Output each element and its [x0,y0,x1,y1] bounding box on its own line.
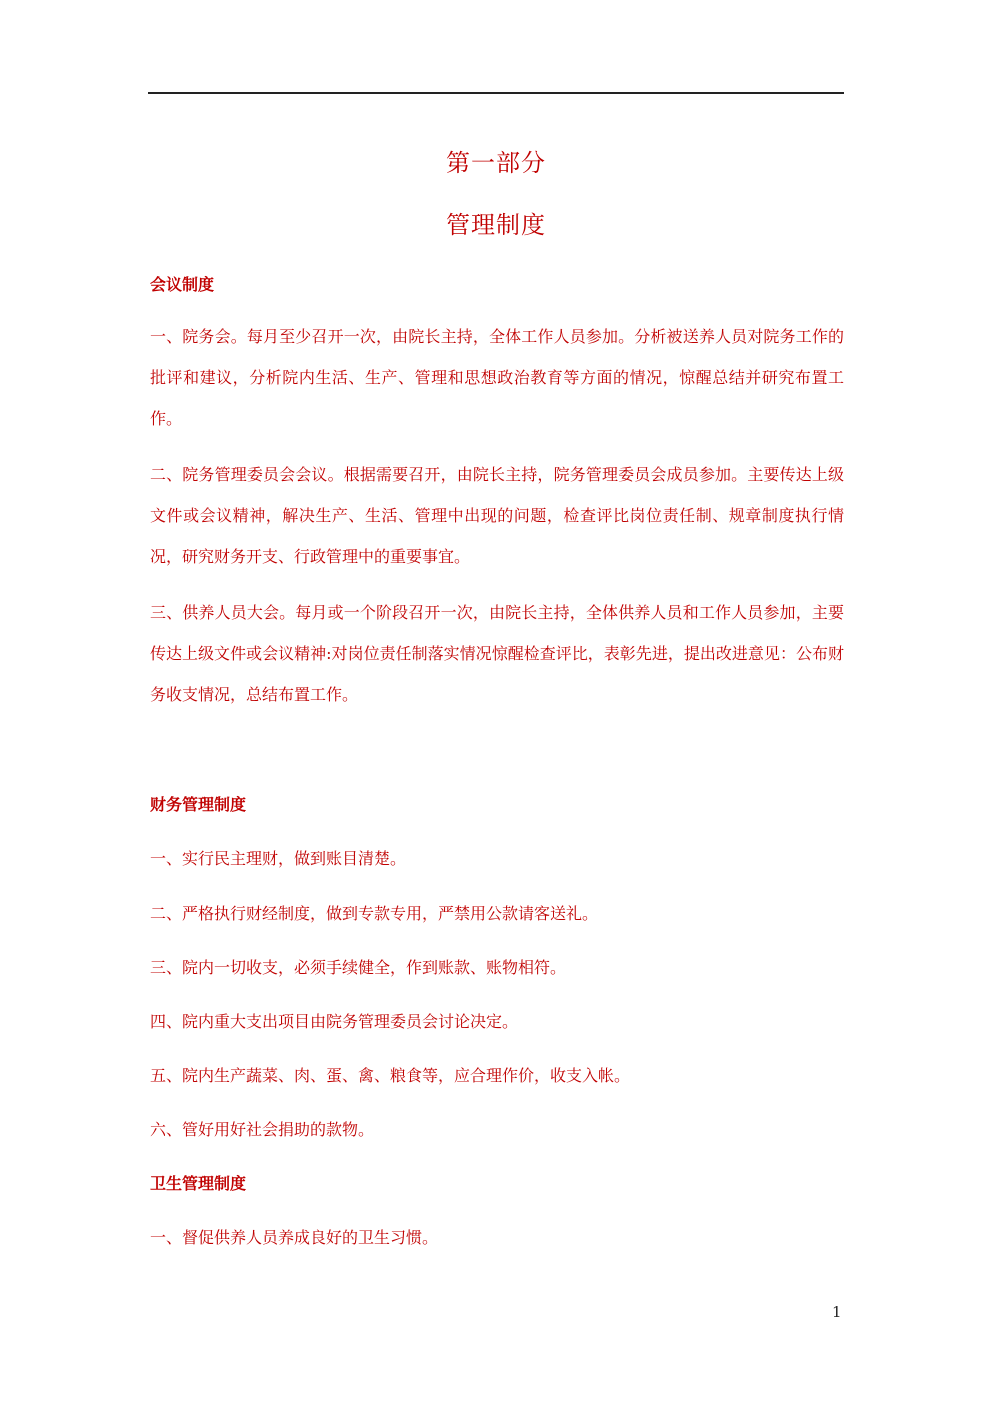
header-rule [148,92,844,94]
meeting-item-2: 二、院务管理委员会会议。根据需要召开，由院长主持，院务管理委员会成员参加。主要传达上级文件或会议精神，解决生产、生活、管理中出现的问题，检查评比岗位责任制、规章制度执行情况，研究财务开支、行政管理中的重要事宜。 [150,465,844,566]
main-title: 管理制度 [446,211,546,239]
finance-item-3: 三、院内一切收支，必须手续健全，作到账款、账物相符。 [150,958,567,977]
section-heading-hygiene: 卫生管理制度 [150,1174,247,1193]
section-heading-meeting: 会议制度 [150,275,215,294]
part-title: 第一部分 [446,149,546,177]
finance-item-2: 二、严格执行财经制度，做到专款专用，严禁用公款请客送礼。 [150,904,599,923]
meeting-item-3: 三、供养人员大会。每月或一个阶段召开一次，由院长主持，全体供养人员和工作人员参加，主要传达上级文件或会议精神:对岗位责任制落实情况惊醒检查评比，表彰先进，提出改进意见：公布财务收支情况，总结布置工作。 [150,603,844,704]
finance-item-6: 六、管好用好社会捐助的款物。 [150,1120,375,1139]
finance-item-5: 五、院内生产蔬菜、肉、蛋、禽、粮食等，应合理作价，收支入帐。 [150,1066,631,1085]
finance-item-1: 一、实行民主理财，做到账目清楚。 [150,849,407,868]
meeting-item-1: 一、院务会。每月至少召开一次，由院长主持，全体工作人员参加。分析被送养人员对院务工作的批评和建议，分析院内生活、生产、管理和思想政治教育等方面的情况，惊醒总结并研究布置工作。 [150,327,844,428]
page-number: 1 [832,1303,842,1321]
section-heading-finance: 财务管理制度 [150,795,247,814]
hygiene-item-1: 一、督促供养人员养成良好的卫生习惯。 [150,1228,439,1247]
finance-item-4: 四、院内重大支出项目由院务管理委员会讨论决定。 [150,1012,519,1031]
